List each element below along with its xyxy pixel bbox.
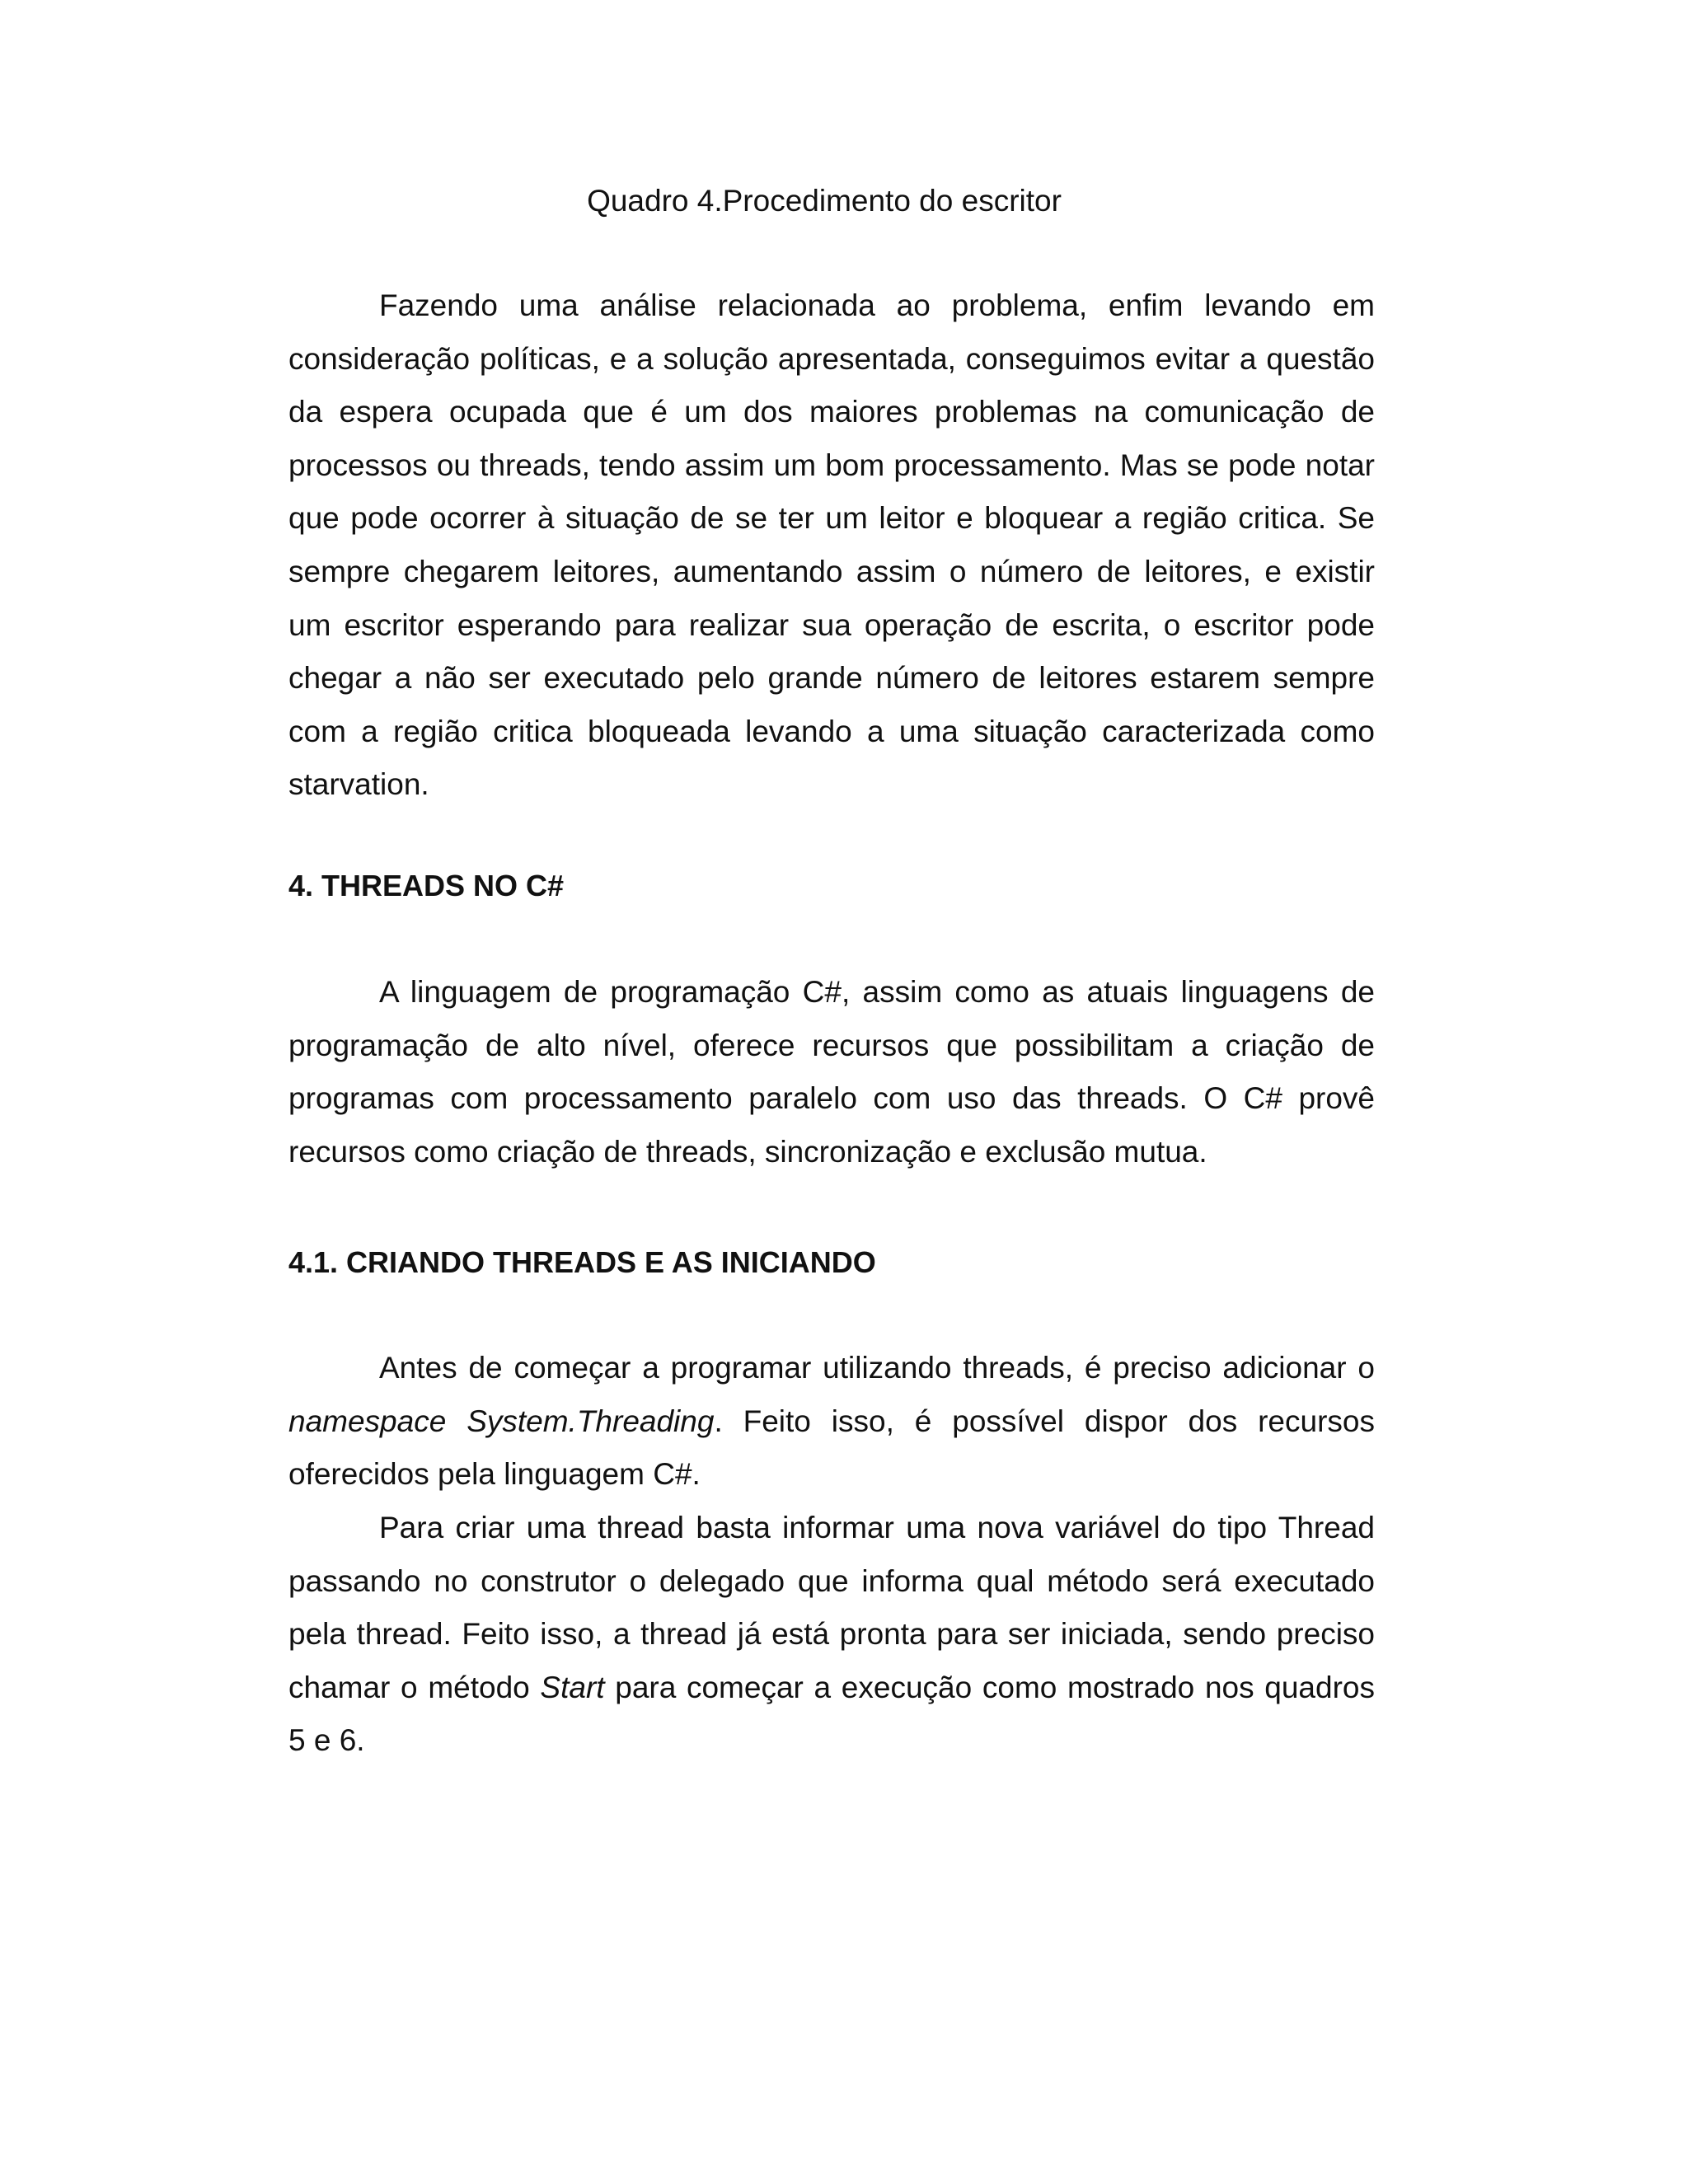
namespace-code-term: namespace System.Threading <box>288 1404 715 1438</box>
paragraph-starvation: Fazendo uma análise relacionada ao problema, enfim levando em consideração políticas, e a solução apresentada, conseguimos evitar a questão da espera ocupada que é um dos maiores problemas na comunicação de processos ou threads, tendo assim um bom processamento. Mas se pode notar que pode ocorrer à situação de se ter um leitor e bloquear a região critica. Se sempre chegarem leitores, aumentando assim o número de leitores, e existir um escritor esperando para realizar sua operação de escrita, o escritor pode chegar a não ser executado pelo grande número de leitores estarem sempre com a região critica bloqueada levando a uma situação caracterizada como starvation. <box>288 288 1375 802</box>
paragraph-csharp-threads: A linguagem de programação C#, assim como as atuais linguagens de programação de alto nível, oferece recursos que possibilitam a criação de programas com processamento paralelo com uso das threads. O C# provê recursos como criação de threads, sincronização e exclusão mutua. <box>288 975 1375 1169</box>
paragraph-namespace <box>288 1342 1375 1502</box>
section-heading-threads-csharp: 4. THREADS NO C# <box>288 869 565 902</box>
paragraph-create-thread-text-before: Para criar uma thread basta informar uma nova variável do tipo Thread passando no construtor o delegado que informa qual método será executado pela thread. Feito isso, a thread já está pronta para ser iniciada, sendo preciso chamar o método <box>288 1511 1375 1704</box>
figure-caption: Quadro 4.Procedimento do escritor <box>587 184 1062 218</box>
paragraph-create-thread <box>288 1502 1375 1768</box>
start-method-term: Start <box>540 1670 605 1704</box>
paragraph-namespace-text-after: . Feito isso, é possível dispor dos recursos oferecidos pela linguagem C#. <box>288 1404 1375 1492</box>
paragraph-create-thread-text-after: para começar a execução como mostrado nos quadros 5 e 6. <box>288 1670 1375 1758</box>
paragraph-namespace-text-before: Antes de começar a programar utilizando threads, é preciso adicionar o <box>379 1351 1375 1385</box>
subsection-heading-creating-threads: 4.1. CRIANDO THREADS E AS INICIANDO <box>288 1245 876 1279</box>
